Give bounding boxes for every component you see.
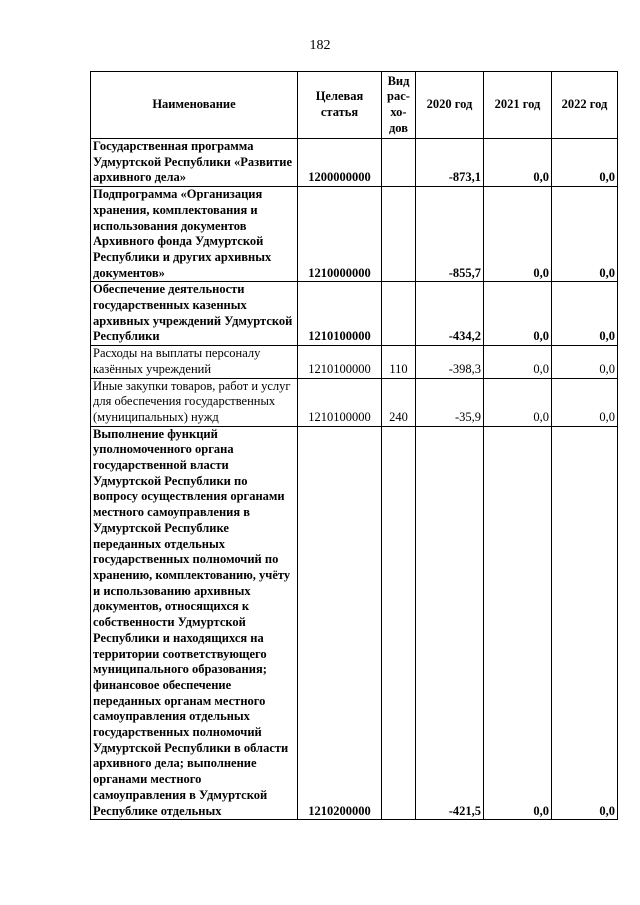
row-2020: -855,7 [416, 187, 484, 282]
table-row [91, 426, 618, 820]
row-name: Государственная программа Удмуртской Республики «Развитие архивного дела» [91, 139, 298, 187]
row-type [382, 282, 416, 346]
row-2022: 0,0 [552, 282, 618, 346]
row-code: 1210100000 [298, 282, 382, 346]
table-row [91, 346, 618, 378]
table-row [91, 282, 618, 346]
row-2020: -434,2 [416, 282, 484, 346]
header-code: Целевая статья [298, 72, 382, 139]
row-name: Выполнение функций уполномоченного органа государственной власти Удмуртской Республики по вопросу осуществления органами местного самоуправления в Удмуртской Республике переданных отдельных государственных полномочий по хранению, комплектованию, учёту и использованию архивных документов, относящихся к собственности Удмуртской Республики и находящихся на территории соответствующего муниципального образования; финансовое обеспечение переданных органам местного самоуправления отдельных государственных полномочий Удмуртской Республики в области архивного дела; выполнение органами местного самоуправления в Удмуртской Республике отдельных [91, 426, 298, 820]
row-type [382, 139, 416, 187]
row-2022: 0,0 [552, 346, 618, 378]
table-row [91, 187, 618, 282]
row-2020: -35,9 [416, 378, 484, 426]
row-name: Обеспечение деятельности государственных казенных архивных учреждений Удмуртской Республики [91, 282, 298, 346]
table-row [91, 139, 618, 187]
row-2020: -873,1 [416, 139, 484, 187]
row-2022: 0,0 [552, 139, 618, 187]
row-2021: 0,0 [484, 187, 552, 282]
table-row [91, 378, 618, 426]
row-type: 110 [382, 346, 416, 378]
row-code: 1210000000 [298, 187, 382, 282]
row-2022: 0,0 [552, 426, 618, 820]
header-2020: 2020 год [416, 72, 484, 139]
row-2021: 0,0 [484, 282, 552, 346]
table-header-row [91, 72, 618, 139]
row-code: 1210200000 [298, 426, 382, 820]
row-2021: 0,0 [484, 346, 552, 378]
page-number: 182 [309, 38, 331, 53]
row-code: 1200000000 [298, 139, 382, 187]
header-2021: 2021 год [484, 72, 552, 139]
header-name: Наименование [91, 72, 298, 139]
row-2021: 0,0 [484, 426, 552, 820]
row-2020: -421,5 [416, 426, 484, 820]
row-name: Расходы на выплаты персоналу казённых учреждений [91, 346, 298, 378]
row-name: Иные закупки товаров, работ и услуг для обеспечения государственных (муниципальных) нужд [91, 378, 298, 426]
header-type: Вид рас- хо- дов [382, 72, 416, 139]
row-type [382, 426, 416, 820]
row-2022: 0,0 [552, 187, 618, 282]
row-name: Подпрограмма «Организация хранения, комплектования и использования документов Архивного фонда Удмуртской Республики и других архивных документов» [91, 187, 298, 282]
row-code: 1210100000 [298, 346, 382, 378]
row-type [382, 187, 416, 282]
row-2022: 0,0 [552, 378, 618, 426]
row-type: 240 [382, 378, 416, 426]
budget-table [90, 71, 618, 820]
row-2020: -398,3 [416, 346, 484, 378]
row-2021: 0,0 [484, 378, 552, 426]
header-2022: 2022 год [552, 72, 618, 139]
row-2021: 0,0 [484, 139, 552, 187]
row-code: 1210100000 [298, 378, 382, 426]
